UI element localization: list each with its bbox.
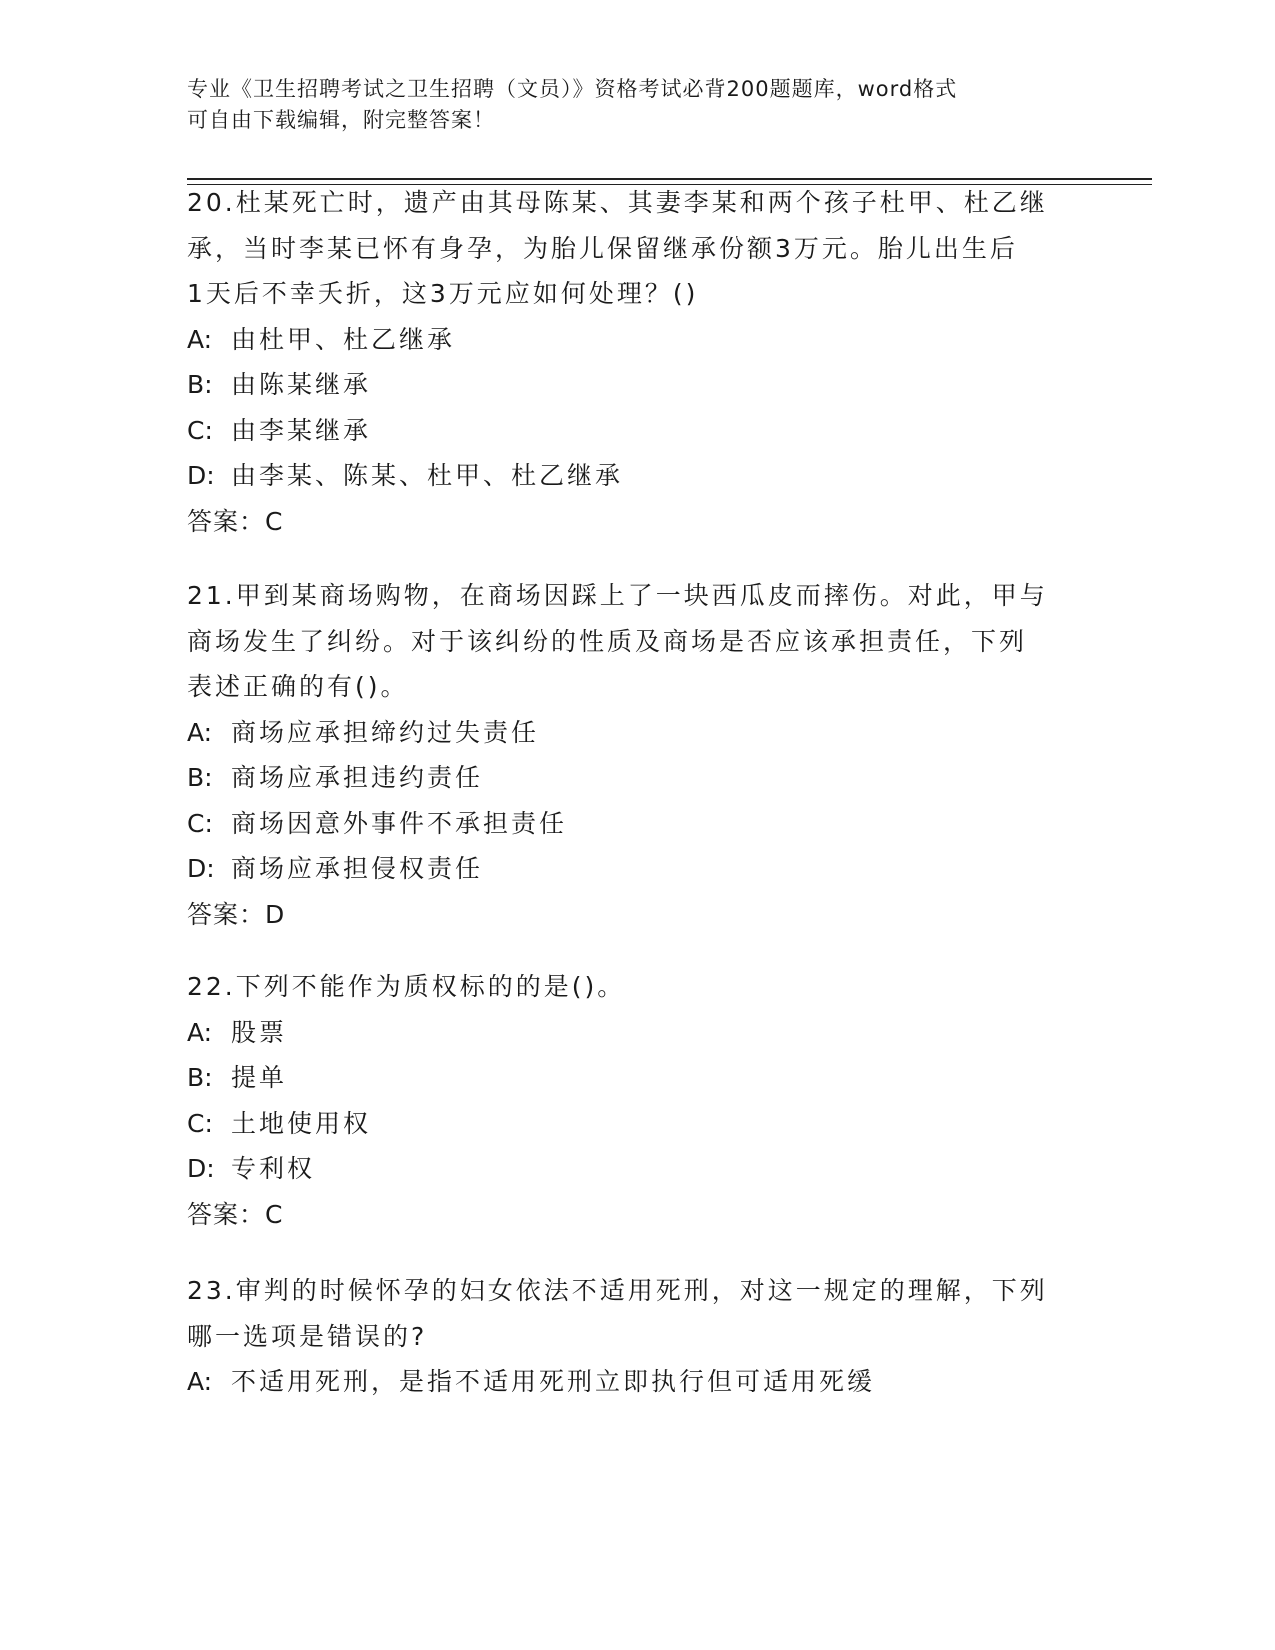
header-line-2: 可自由下载编辑，附完整答案！	[187, 108, 495, 132]
option-key: D:	[187, 461, 215, 490]
question-22	[187, 964, 1067, 1238]
option-text: 专利权	[231, 1154, 316, 1183]
option-key: B:	[187, 1063, 213, 1092]
question-text-line: 21.甲到某商场购物，在商场因踩上了一块西瓜皮而摔伤。对此，甲与	[187, 581, 1048, 610]
option-key: A:	[187, 1367, 213, 1396]
option-text: 商场应承担违约责任	[231, 763, 484, 792]
option-d	[187, 1146, 1067, 1192]
option-key: D:	[187, 1154, 215, 1183]
option-key: C:	[187, 1108, 213, 1138]
header-line-1: 专业《卫生招聘考试之卫生招聘（文员）》资格考试必背200题题库，word格式	[187, 77, 958, 101]
answer-line: 答案：C	[187, 506, 284, 536]
question-23	[187, 1268, 1067, 1405]
option-text: 土地使用权	[231, 1108, 372, 1138]
question-20	[187, 180, 1067, 545]
question-text-line: 哪一选项是错误的?	[187, 1321, 428, 1351]
option-d	[187, 846, 1067, 892]
option-text: 由李某继承	[231, 415, 372, 445]
option-d	[187, 453, 1067, 499]
option-b	[187, 362, 1067, 408]
option-key: B:	[187, 763, 213, 792]
option-key: D:	[187, 854, 215, 883]
option-c	[187, 1101, 1067, 1147]
option-text: 由杜甲、杜乙继承	[231, 324, 456, 354]
option-text: 由李某、陈某、杜甲、杜乙继承	[231, 461, 624, 490]
option-a	[187, 317, 1067, 363]
option-key: A:	[187, 324, 213, 354]
option-b	[187, 1055, 1067, 1101]
option-key: B:	[187, 370, 213, 399]
option-text: 商场应承担侵权责任	[231, 854, 484, 883]
option-key: A:	[187, 717, 213, 747]
option-text: 提单	[231, 1063, 288, 1092]
option-c	[187, 408, 1067, 454]
option-text: 股票	[231, 1017, 288, 1047]
option-key: A:	[187, 1017, 213, 1047]
answer-line: 答案：C	[187, 1199, 284, 1229]
option-c	[187, 801, 1067, 847]
question-text-line: 商场发生了纠纷。对于该纠纷的性质及商场是否应该承担责任，下列	[187, 626, 1028, 656]
option-a	[187, 1359, 1067, 1405]
question-text-line: 1天后不幸夭折，这3万元应如何处理？()	[187, 279, 699, 308]
question-text-line: 22.下列不能作为质权标的的是()。	[187, 972, 626, 1001]
question-text-line: 20.杜某死亡时，遗产由其母陈某、其妻李某和两个孩子杜甲、杜乙继	[187, 188, 1048, 217]
question-text-line: 承，当时李某已怀有身孕，为胎儿保留继承份额3万元。胎儿出生后	[187, 233, 1018, 263]
option-a	[187, 1010, 1067, 1056]
option-key: C:	[187, 415, 213, 445]
option-text: 商场应承担缔约过失责任	[231, 717, 540, 747]
option-a	[187, 710, 1067, 756]
option-text: 商场因意外事件不承担责任	[231, 808, 568, 838]
document-header	[187, 74, 1087, 136]
answer-line: 答案：D	[187, 899, 286, 929]
option-b	[187, 755, 1067, 801]
option-text: 不适用死刑，是指不适用死刑立即执行但可适用死缓	[231, 1367, 876, 1396]
question-text-line: 23.审判的时候怀孕的妇女依法不适用死刑，对这一规定的理解，下列	[187, 1276, 1048, 1305]
option-text: 由陈某继承	[231, 370, 372, 399]
question-text-line: 表述正确的有()。	[187, 672, 409, 701]
option-key: C:	[187, 808, 213, 838]
question-21	[187, 573, 1067, 938]
